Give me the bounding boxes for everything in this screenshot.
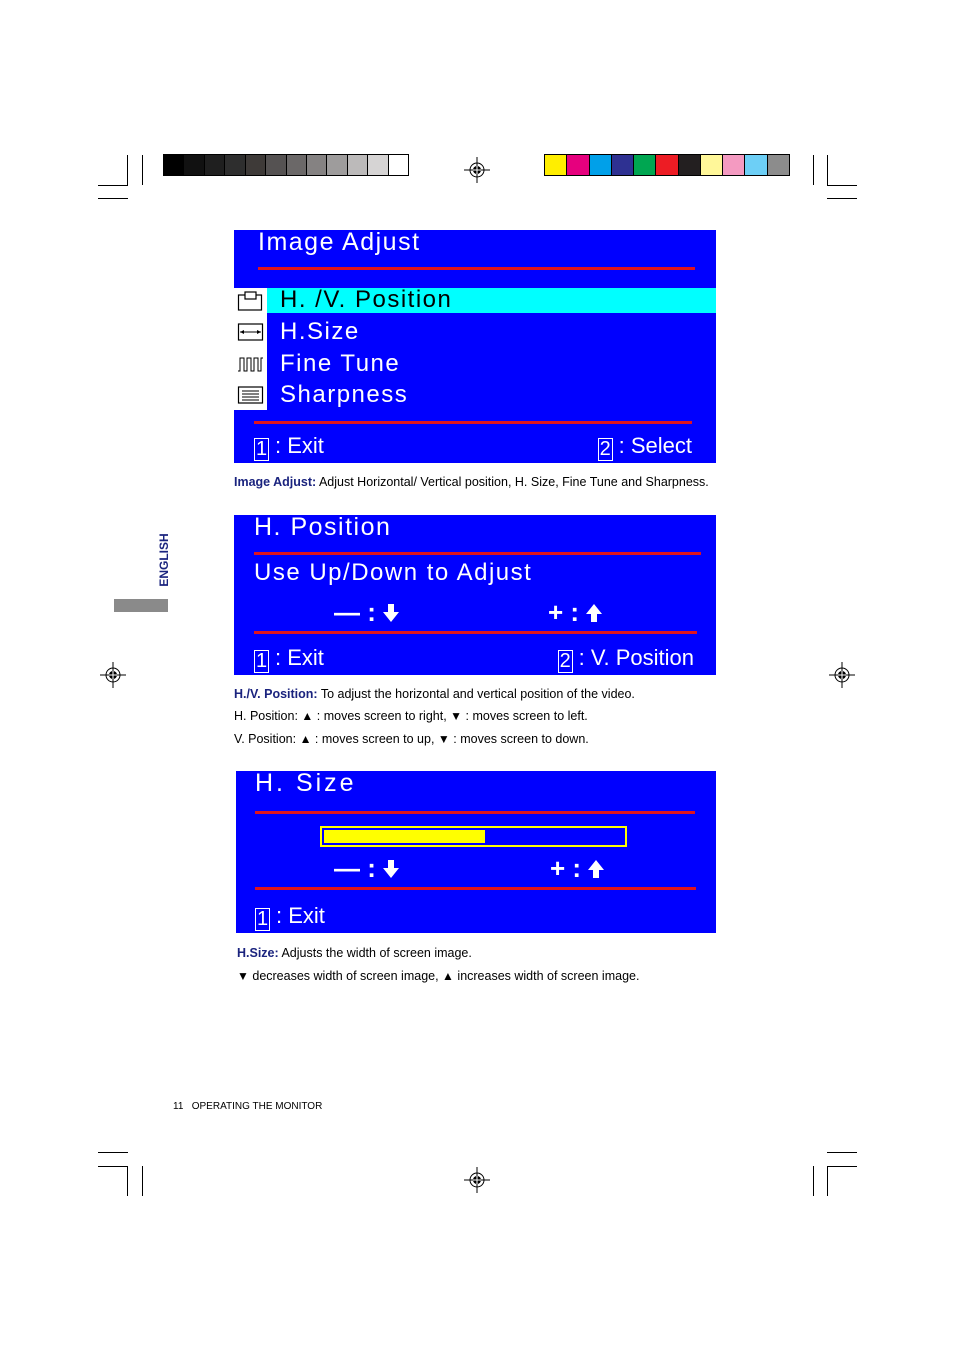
gray-swatch [246,155,266,175]
color-swatch [768,155,789,175]
arrow-down-icon [383,604,399,622]
color-swatch [656,155,678,175]
exit-label: : Exit [276,903,325,928]
select-label: : Select [618,433,692,458]
key-1-box: 1 [255,650,268,672]
caption-text: Adjusts the width of screen image. [278,946,472,960]
menu-title: Image Adjust [258,228,421,256]
color-swatch [679,155,701,175]
crop-mark [98,1166,128,1167]
caption-text: Adjust Horizontal/ Vertical position, H. Size, Fine Tune and Sharpness. [316,475,709,489]
increase-control[interactable] [548,597,602,628]
increase-control[interactable] [550,853,604,884]
level-bar-fill [324,830,485,843]
level-bar[interactable] [320,826,627,847]
key-1-box: 1 [256,908,269,930]
registration-mark-icon [100,662,126,688]
divider [254,552,701,555]
hv-position-caption [234,687,635,701]
instruction-text: Use Up/Down to Adjust [254,559,533,586]
gray-swatch [164,155,184,175]
caption-term: H./V. Position: [234,687,318,701]
exit-hint[interactable] [255,903,325,931]
select-hint[interactable] [598,433,692,461]
divider [255,811,695,814]
key-1-box: 1 [255,438,268,460]
h-size-menu [236,771,716,933]
menu-item-fine-tune[interactable]: Fine Tune [280,350,401,377]
registration-mark-icon [829,662,855,688]
caption-text: To adjust the horizontal and vertical position of the video. [317,687,635,701]
v-position-label: : V. Position [578,645,694,670]
crop-mark [827,155,828,185]
sharpness-icon [237,384,264,406]
down-triangle-icon: ▼ [450,709,463,723]
up-triangle-icon: ▲ [299,732,312,746]
menu-item-h-size[interactable]: H.Size [280,318,360,345]
gray-swatch [327,155,347,175]
image-adjust-menu [234,230,716,463]
crop-mark [127,155,128,185]
crop-mark [827,1166,857,1167]
exit-label: : Exit [275,433,324,458]
color-swatch [567,155,589,175]
crop-mark [98,185,128,186]
color-swatch [701,155,723,175]
registration-mark-icon [464,1167,490,1193]
gray-swatch [307,155,327,175]
down-triangle-icon: ▼ [237,969,249,983]
page-number: 11 [173,1101,184,1112]
gray-swatch [205,155,225,175]
exit-hint[interactable] [254,645,324,673]
crop-mark [127,1166,128,1196]
decrease-control[interactable] [334,853,399,884]
gray-swatch [348,155,368,175]
divider [258,267,695,270]
up-triangle-icon: ▲ [442,969,454,983]
menu-item-sharpness[interactable]: Sharpness [280,381,409,408]
minus-label: — : [334,597,376,627]
h-size-icon [237,321,264,343]
crop-mark [827,1152,857,1153]
gray-swatch [389,155,408,175]
caption-term: Image Adjust: [234,475,317,489]
hv-position-icon [237,290,264,312]
menu-item-hv-position[interactable]: H. /V. Position [280,286,453,313]
h-size-caption-detail: ▼ decreases width of screen image, ▲ increases width of screen image. [237,969,640,983]
plus-label: + : [550,853,582,883]
image-adjust-caption [234,475,709,489]
divider [255,887,696,890]
gray-swatch [266,155,286,175]
color-calibration-bar [544,154,790,176]
side-language-label: ENGLISH [157,533,171,587]
registration-mark-icon [464,157,490,183]
page-footer [173,1101,322,1112]
crop-mark [813,1166,814,1196]
h-size-caption [237,946,472,960]
exit-hint[interactable] [254,433,324,461]
gray-swatch [184,155,204,175]
exit-label: : Exit [275,645,324,670]
color-swatch [745,155,767,175]
divider [254,421,692,424]
crop-mark [98,1152,128,1153]
fine-tune-icon [237,353,264,375]
crop-mark [142,155,143,185]
down-triangle-icon: ▼ [437,732,450,746]
gray-swatch [287,155,307,175]
crop-mark [827,198,857,199]
menu-title: H. Position [254,513,392,541]
up-triangle-icon: ▲ [301,709,314,723]
plus-label: + : [548,597,580,627]
color-swatch [634,155,656,175]
h-position-menu [234,515,716,675]
crop-mark [813,155,814,185]
crop-mark [827,185,857,186]
gray-swatch [368,155,388,175]
v-position-caption: V. Position: ▲ : moves screen to up, ▼ : moves screen to down. [234,732,589,746]
arrow-down-icon [383,860,399,878]
minus-label: — : [334,853,376,883]
arrow-up-icon [588,860,604,878]
gray-calibration-bar [163,154,409,176]
side-tab [114,599,168,612]
caption-term: H.Size: [237,946,279,960]
arrow-up-icon [586,604,602,622]
color-swatch [723,155,745,175]
gray-swatch [225,155,245,175]
crop-mark [142,1166,143,1196]
h-position-caption: H. Position: ▲ : moves screen to right, ▼ : moves screen to left. [234,709,588,723]
color-swatch [590,155,612,175]
decrease-control[interactable] [334,597,399,628]
color-swatch [612,155,634,175]
v-position-hint[interactable] [558,645,694,673]
divider [254,631,697,634]
crop-mark [98,198,128,199]
menu-title: H. Size [255,769,357,797]
key-2-box: 2 [559,650,571,672]
crop-mark [827,1166,828,1196]
key-2-box: 2 [599,438,611,460]
section-name: OPERATING THE MONITOR [191,1101,323,1112]
color-swatch [545,155,567,175]
